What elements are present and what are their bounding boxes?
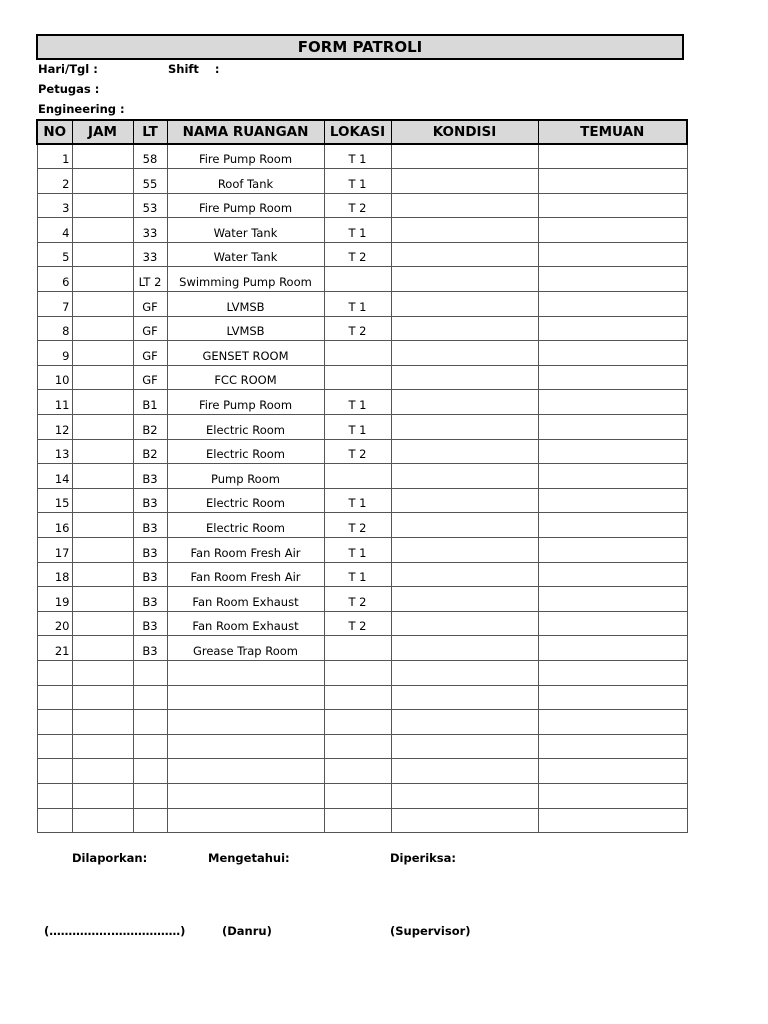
cell-temuan	[538, 562, 687, 587]
cell-lt: B3	[133, 513, 167, 538]
header-kondisi: KONDISI	[391, 120, 538, 144]
cell-no: 2	[37, 169, 72, 194]
cell-kondisi	[391, 734, 538, 759]
cell-lokasi: T 2	[324, 316, 391, 341]
cell-nama-ruangan: Fire Pump Room	[167, 193, 324, 218]
cell-lokasi: T 1	[324, 415, 391, 440]
cell-nama-ruangan: Fan Room Fresh Air	[167, 562, 324, 587]
cell-lokasi: T 2	[324, 587, 391, 612]
cell-no	[37, 783, 72, 808]
cell-jam	[72, 587, 133, 612]
table-row	[37, 734, 687, 759]
cell-jam	[72, 316, 133, 341]
cell-lokasi: T 2	[324, 513, 391, 538]
cell-lokasi	[324, 636, 391, 661]
cell-nama-ruangan: Fire Pump Room	[167, 144, 324, 169]
cell-no: 15	[37, 488, 72, 513]
table-row	[37, 808, 687, 833]
cell-temuan	[538, 808, 687, 833]
cell-lt	[133, 685, 167, 710]
cell-kondisi	[391, 685, 538, 710]
cell-kondisi	[391, 783, 538, 808]
cell-lokasi	[324, 734, 391, 759]
cell-temuan	[538, 611, 687, 636]
cell-jam	[72, 292, 133, 317]
cell-kondisi	[391, 587, 538, 612]
danru-label: (Danru)	[222, 924, 272, 938]
header-temuan: TEMUAN	[538, 120, 687, 144]
cell-lt: GF	[133, 316, 167, 341]
cell-lokasi	[324, 759, 391, 784]
cell-nama-ruangan: GENSET ROOM	[167, 341, 324, 366]
cell-kondisi	[391, 808, 538, 833]
cell-lt: GF	[133, 341, 167, 366]
cell-kondisi	[391, 390, 538, 415]
cell-temuan	[538, 218, 687, 243]
table-header-row	[37, 120, 687, 144]
cell-no: 9	[37, 341, 72, 366]
cell-nama-ruangan	[167, 734, 324, 759]
cell-temuan	[538, 538, 687, 563]
cell-kondisi	[391, 341, 538, 366]
cell-lt: B2	[133, 439, 167, 464]
cell-no: 10	[37, 365, 72, 390]
cell-nama-ruangan: Fan Room Fresh Air	[167, 538, 324, 563]
diperiksa-label: Diperiksa:	[390, 851, 456, 865]
cell-no: 17	[37, 538, 72, 563]
cell-lt: LT 2	[133, 267, 167, 292]
cell-temuan	[538, 242, 687, 267]
cell-temuan	[538, 660, 687, 685]
cell-nama-ruangan: FCC ROOM	[167, 365, 324, 390]
cell-lt: 33	[133, 242, 167, 267]
cell-lokasi: T 2	[324, 193, 391, 218]
table-row	[37, 415, 687, 440]
cell-nama-ruangan: Electric Room	[167, 415, 324, 440]
cell-no: 8	[37, 316, 72, 341]
table-row	[37, 464, 687, 489]
cell-temuan	[538, 316, 687, 341]
form-title: FORM PATROLI	[36, 34, 684, 60]
cell-nama-ruangan	[167, 783, 324, 808]
hari-tgl-label: Hari/Tgl :	[38, 62, 98, 76]
cell-nama-ruangan: Fan Room Exhaust	[167, 587, 324, 612]
supervisor-label: (Supervisor)	[390, 924, 471, 938]
table-row	[37, 169, 687, 194]
table-row	[37, 783, 687, 808]
cell-kondisi	[391, 538, 538, 563]
cell-jam	[72, 660, 133, 685]
cell-no: 6	[37, 267, 72, 292]
cell-nama-ruangan: Water Tank	[167, 242, 324, 267]
cell-jam	[72, 464, 133, 489]
cell-lokasi: T 2	[324, 611, 391, 636]
cell-no: 11	[37, 390, 72, 415]
cell-lt: B1	[133, 390, 167, 415]
cell-temuan	[538, 415, 687, 440]
table-row	[37, 513, 687, 538]
cell-kondisi	[391, 464, 538, 489]
cell-nama-ruangan: Swimming Pump Room	[167, 267, 324, 292]
cell-kondisi	[391, 562, 538, 587]
table-row	[37, 218, 687, 243]
cell-jam	[72, 611, 133, 636]
cell-lokasi: T 1	[324, 169, 391, 194]
cell-jam	[72, 636, 133, 661]
table-row	[37, 439, 687, 464]
cell-jam	[72, 242, 133, 267]
cell-temuan	[538, 365, 687, 390]
table-row	[37, 710, 687, 735]
cell-kondisi	[391, 267, 538, 292]
cell-no	[37, 660, 72, 685]
cell-jam	[72, 169, 133, 194]
cell-lt: 58	[133, 144, 167, 169]
cell-lt: GF	[133, 292, 167, 317]
cell-jam	[72, 759, 133, 784]
cell-jam	[72, 562, 133, 587]
cell-lt	[133, 734, 167, 759]
cell-lt	[133, 710, 167, 735]
table-row	[37, 759, 687, 784]
cell-jam	[72, 783, 133, 808]
table-row	[37, 488, 687, 513]
table-row	[37, 611, 687, 636]
cell-no	[37, 808, 72, 833]
cell-no: 7	[37, 292, 72, 317]
patrol-table	[36, 119, 688, 833]
cell-nama-ruangan: Electric Room	[167, 488, 324, 513]
cell-kondisi	[391, 488, 538, 513]
cell-jam	[72, 538, 133, 563]
cell-lt: B3	[133, 562, 167, 587]
cell-lt: B3	[133, 538, 167, 563]
cell-jam	[72, 685, 133, 710]
cell-lokasi: T 2	[324, 242, 391, 267]
cell-temuan	[538, 783, 687, 808]
mengetahui-label: Mengetahui:	[208, 851, 290, 865]
cell-kondisi	[391, 218, 538, 243]
cell-temuan	[538, 685, 687, 710]
cell-nama-ruangan: LVMSB	[167, 292, 324, 317]
cell-temuan	[538, 390, 687, 415]
cell-jam	[72, 144, 133, 169]
cell-lokasi	[324, 365, 391, 390]
table-row	[37, 267, 687, 292]
cell-lokasi	[324, 464, 391, 489]
cell-lokasi	[324, 808, 391, 833]
cell-lt	[133, 759, 167, 784]
cell-nama-ruangan: Fire Pump Room	[167, 390, 324, 415]
table-row	[37, 538, 687, 563]
table-row	[37, 636, 687, 661]
cell-no: 13	[37, 439, 72, 464]
cell-lokasi: T 1	[324, 218, 391, 243]
cell-lokasi	[324, 660, 391, 685]
cell-nama-ruangan	[167, 808, 324, 833]
cell-nama-ruangan	[167, 759, 324, 784]
cell-nama-ruangan	[167, 710, 324, 735]
cell-no: 4	[37, 218, 72, 243]
cell-jam	[72, 365, 133, 390]
cell-temuan	[538, 292, 687, 317]
cell-jam	[72, 218, 133, 243]
cell-lt	[133, 783, 167, 808]
table-row	[37, 365, 687, 390]
cell-kondisi	[391, 660, 538, 685]
cell-no: 14	[37, 464, 72, 489]
engineering-label: Engineering :	[38, 102, 125, 116]
cell-temuan	[538, 710, 687, 735]
cell-no: 3	[37, 193, 72, 218]
cell-lokasi: T 1	[324, 562, 391, 587]
cell-jam	[72, 734, 133, 759]
cell-lt: B3	[133, 587, 167, 612]
table-row	[37, 242, 687, 267]
cell-jam	[72, 390, 133, 415]
cell-lt: B2	[133, 415, 167, 440]
cell-jam	[72, 488, 133, 513]
cell-temuan	[538, 193, 687, 218]
cell-kondisi	[391, 415, 538, 440]
cell-nama-ruangan	[167, 660, 324, 685]
cell-lt: B3	[133, 611, 167, 636]
cell-temuan	[538, 464, 687, 489]
cell-temuan	[538, 636, 687, 661]
cell-temuan	[538, 587, 687, 612]
cell-lokasi: T 1	[324, 144, 391, 169]
cell-jam	[72, 341, 133, 366]
table-row	[37, 292, 687, 317]
cell-no	[37, 759, 72, 784]
cell-lt: GF	[133, 365, 167, 390]
table-row	[37, 144, 687, 169]
table-row	[37, 341, 687, 366]
cell-kondisi	[391, 636, 538, 661]
cell-lokasi: T 1	[324, 292, 391, 317]
table-row	[37, 660, 687, 685]
cell-no: 12	[37, 415, 72, 440]
cell-lokasi	[324, 783, 391, 808]
cell-jam	[72, 439, 133, 464]
table-row	[37, 587, 687, 612]
cell-no: 19	[37, 587, 72, 612]
cell-lt	[133, 808, 167, 833]
cell-no	[37, 710, 72, 735]
table-row	[37, 193, 687, 218]
table-row	[37, 316, 687, 341]
cell-lokasi: T 1	[324, 538, 391, 563]
cell-jam	[72, 415, 133, 440]
table-row	[37, 685, 687, 710]
cell-no: 18	[37, 562, 72, 587]
cell-temuan	[538, 144, 687, 169]
cell-lt: 53	[133, 193, 167, 218]
cell-nama-ruangan: Water Tank	[167, 218, 324, 243]
cell-kondisi	[391, 365, 538, 390]
table-row	[37, 390, 687, 415]
cell-temuan	[538, 734, 687, 759]
cell-nama-ruangan: Grease Trap Room	[167, 636, 324, 661]
cell-jam	[72, 267, 133, 292]
cell-lt: B3	[133, 636, 167, 661]
cell-lokasi	[324, 341, 391, 366]
cell-lt: B3	[133, 488, 167, 513]
cell-jam	[72, 710, 133, 735]
cell-no: 20	[37, 611, 72, 636]
cell-kondisi	[391, 439, 538, 464]
signature-blank: (…………….………………)	[44, 924, 186, 938]
shift-label: Shift :	[168, 62, 220, 76]
cell-lokasi: T 1	[324, 488, 391, 513]
cell-jam	[72, 808, 133, 833]
cell-kondisi	[391, 193, 538, 218]
cell-lt	[133, 660, 167, 685]
dilaporkan-label: Dilaporkan:	[72, 851, 148, 865]
cell-kondisi	[391, 242, 538, 267]
cell-kondisi	[391, 316, 538, 341]
cell-nama-ruangan: Pump Room	[167, 464, 324, 489]
cell-jam	[72, 513, 133, 538]
table-row	[37, 562, 687, 587]
cell-temuan	[538, 439, 687, 464]
cell-nama-ruangan: Electric Room	[167, 439, 324, 464]
cell-temuan	[538, 341, 687, 366]
header-jam: JAM	[72, 120, 133, 144]
cell-lt: B3	[133, 464, 167, 489]
cell-kondisi	[391, 611, 538, 636]
cell-no	[37, 685, 72, 710]
cell-lokasi: T 2	[324, 439, 391, 464]
cell-no: 21	[37, 636, 72, 661]
cell-kondisi	[391, 292, 538, 317]
cell-lokasi	[324, 685, 391, 710]
cell-no: 1	[37, 144, 72, 169]
cell-temuan	[538, 759, 687, 784]
cell-lokasi: T 1	[324, 390, 391, 415]
cell-temuan	[538, 267, 687, 292]
cell-lokasi	[324, 710, 391, 735]
cell-nama-ruangan	[167, 685, 324, 710]
cell-temuan	[538, 169, 687, 194]
cell-nama-ruangan: Roof Tank	[167, 169, 324, 194]
cell-no: 16	[37, 513, 72, 538]
cell-lt: 55	[133, 169, 167, 194]
header-lokasi: LOKASI	[324, 120, 391, 144]
cell-no	[37, 734, 72, 759]
cell-temuan	[538, 488, 687, 513]
cell-lokasi	[324, 267, 391, 292]
header-nama-ruangan: NAMA RUANGAN	[167, 120, 324, 144]
cell-kondisi	[391, 710, 538, 735]
cell-lt: 33	[133, 218, 167, 243]
cell-nama-ruangan: Electric Room	[167, 513, 324, 538]
cell-kondisi	[391, 144, 538, 169]
header-no: NO	[37, 120, 72, 144]
header-lt: LT	[133, 120, 167, 144]
cell-no: 5	[37, 242, 72, 267]
cell-kondisi	[391, 759, 538, 784]
cell-nama-ruangan: Fan Room Exhaust	[167, 611, 324, 636]
cell-jam	[72, 193, 133, 218]
cell-kondisi	[391, 513, 538, 538]
cell-nama-ruangan: LVMSB	[167, 316, 324, 341]
petugas-label: Petugas :	[38, 82, 100, 96]
cell-temuan	[538, 513, 687, 538]
cell-kondisi	[391, 169, 538, 194]
